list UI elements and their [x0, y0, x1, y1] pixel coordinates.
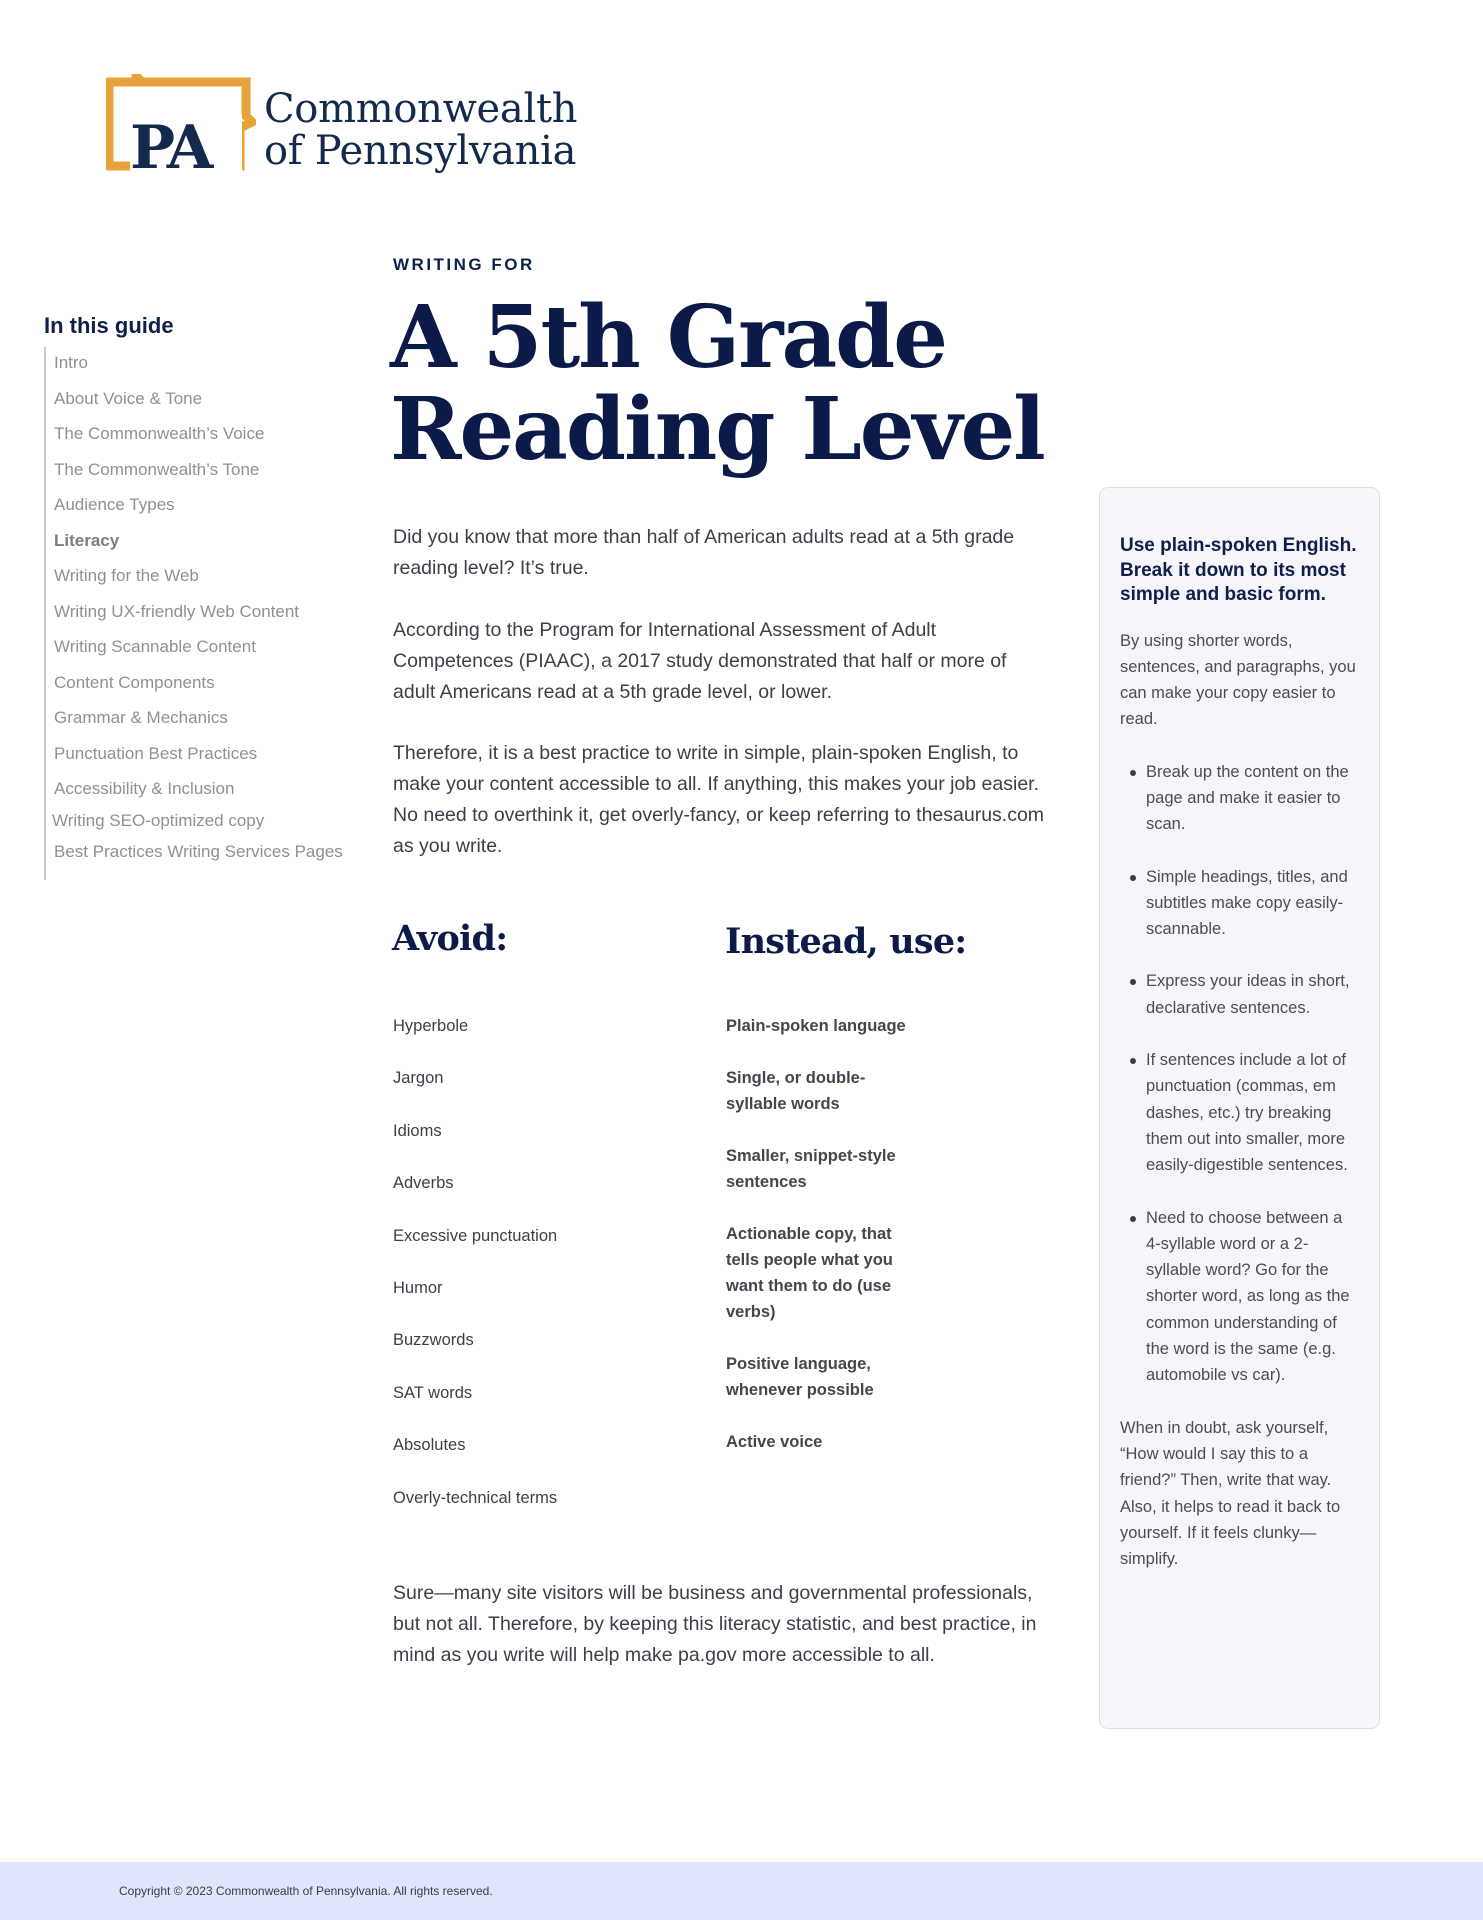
guide-item-punctuation[interactable]: Punctuation Best Practices	[54, 743, 258, 763]
guide-list	[44, 347, 364, 880]
page-title-line-1: A 5th Grade	[390, 287, 947, 388]
guide-item-ux-friendly[interactable]: Writing UX-friendly Web Content	[54, 601, 300, 621]
avoid-item: Buzzwords	[393, 1331, 474, 1350]
tip-outro: When in doubt, ask yourself, “How would I say this to a friend?” Then, write that way. Also, it helps to read it back to yourself. If it feels clunky—simplify.	[1120, 1418, 1341, 1569]
copyright-text: Copyright © 2023 Commonwealth of Pennsylvania. All rights reserved.	[119, 1884, 493, 1898]
instead-item: Positive language, whenever possible	[726, 1355, 874, 1399]
avoid-item: Jargon	[393, 1069, 444, 1088]
best-practice-paragraph: Therefore, it is a best practice to write in simple, plain-spoken English, to make your content accessible to all. If anything, this makes your job easier. No need to overthink it, get overly-fancy, or keep referring to thesaurus.com as you write.	[393, 742, 1045, 857]
page-eyebrow: WRITING FOR	[393, 255, 535, 274]
tip-bullet: Simple headings, titles, and subtitles make copy easily-scannable.	[1120, 864, 1357, 943]
page-title-line-2: Reading Level	[390, 379, 1044, 480]
avoid-item: Overly-technical terms	[393, 1488, 558, 1507]
guide-item-seo[interactable]: Writing SEO-optimized copy	[52, 810, 265, 830]
page-footer	[0, 1862, 1483, 1920]
guide-item-accessibility[interactable]: Accessibility & Inclusion	[54, 779, 235, 798]
tip-bullets	[1120, 759, 1357, 1389]
tip-bullet: Express your ideas in short, declarative sentences.	[1120, 968, 1357, 1021]
avoid-heading: Avoid:	[392, 918, 508, 959]
guide-item-writing-web[interactable]: Writing for the Web	[54, 566, 199, 585]
logo-wordmark	[264, 88, 577, 172]
instead-list	[726, 1013, 906, 1481]
guide-nav	[44, 313, 364, 880]
avoid-item: Hyperbole	[393, 1017, 469, 1035]
guide-item-literacy[interactable]: Literacy	[54, 530, 120, 550]
logo-line-2: of Pennsylvania	[264, 128, 577, 174]
avoid-item: Absolutes	[393, 1436, 466, 1455]
instead-item: Actionable copy, that tells people what you want them to do (use verbs)	[726, 1225, 893, 1321]
guide-item-commonwealth-voice[interactable]: The Commonwealth’s Voice	[54, 424, 265, 443]
pa-logo[interactable]	[106, 74, 586, 184]
avoid-list	[393, 1013, 693, 1537]
logo-line-1: Commonwealth	[264, 86, 578, 132]
avoid-item: SAT words	[393, 1383, 473, 1402]
intro-paragraph: Did you know that more than half of American adults read at a 5th grade reading level? It’s true.	[393, 526, 1015, 579]
tip-heading: Use plain-spoken English. Break it down to its most simple and basic form.	[1120, 535, 1357, 605]
avoid-item: Adverbs	[393, 1174, 454, 1193]
instead-item: Single, or double-syllable words	[726, 1069, 866, 1113]
tip-intro: By using shorter words, sentences, and paragraphs, you can make your copy easier to read.	[1120, 631, 1356, 729]
page-title	[390, 287, 1090, 480]
pa-monogram: PA	[130, 113, 210, 183]
guide-item-audience-types[interactable]: Audience Types	[54, 495, 175, 514]
instead-item: Active voice	[726, 1433, 823, 1451]
avoid-item: Excessive punctuation	[393, 1226, 558, 1245]
guide-title: In this guide	[44, 313, 174, 338]
instead-heading: Instead, use:	[725, 921, 967, 962]
guide-item-intro[interactable]: Intro	[54, 353, 89, 372]
guide-item-scannable[interactable]: Writing Scannable Content	[54, 637, 256, 656]
guide-item-commonwealth-tone[interactable]: The Commonwealth’s Tone	[54, 459, 260, 479]
guide-item-services-pages[interactable]: Best Practices Writing Services Pages	[54, 842, 343, 861]
instead-item: Plain-spoken language	[726, 1017, 906, 1035]
guide-item-voice-tone[interactable]: About Voice & Tone	[54, 388, 203, 408]
guide-item-grammar[interactable]: Grammar & Mechanics	[54, 708, 228, 727]
tip-bullet: If sentences include a lot of punctuation (commas, em dashes, etc.) try breaking them out into smaller, more easily-digestible sentences.	[1120, 1047, 1357, 1178]
piaac-paragraph: According to the Program for International Assessment of Adult Competences (PIAAC), a 2017 study demonstrated that half or more of adult Americans read at a 5th grade level, or lower.	[393, 619, 1007, 703]
tip-bullet: Need to choose between a 4-syllable word or a 2-syllable word? Go for the shorter word, as long as the common understanding of the word is the same (e.g. automobile vs car).	[1120, 1205, 1357, 1389]
guide-item-components[interactable]: Content Components	[54, 672, 215, 692]
avoid-item: Idioms	[393, 1121, 442, 1140]
closing-paragraph: Sure—many site visitors will be business and governmental professionals, but not all. Therefore, by keeping this literacy statistic, and best practice, in mind as you write will help make pa.gov more accessible to all.	[393, 1582, 1037, 1666]
tip-bullet: Break up the content on the page and make it easier to scan.	[1120, 759, 1357, 838]
instead-item: Smaller, snippet-style sentences	[726, 1147, 896, 1191]
tip-card	[1099, 487, 1380, 1729]
avoid-item: Humor	[393, 1278, 443, 1297]
